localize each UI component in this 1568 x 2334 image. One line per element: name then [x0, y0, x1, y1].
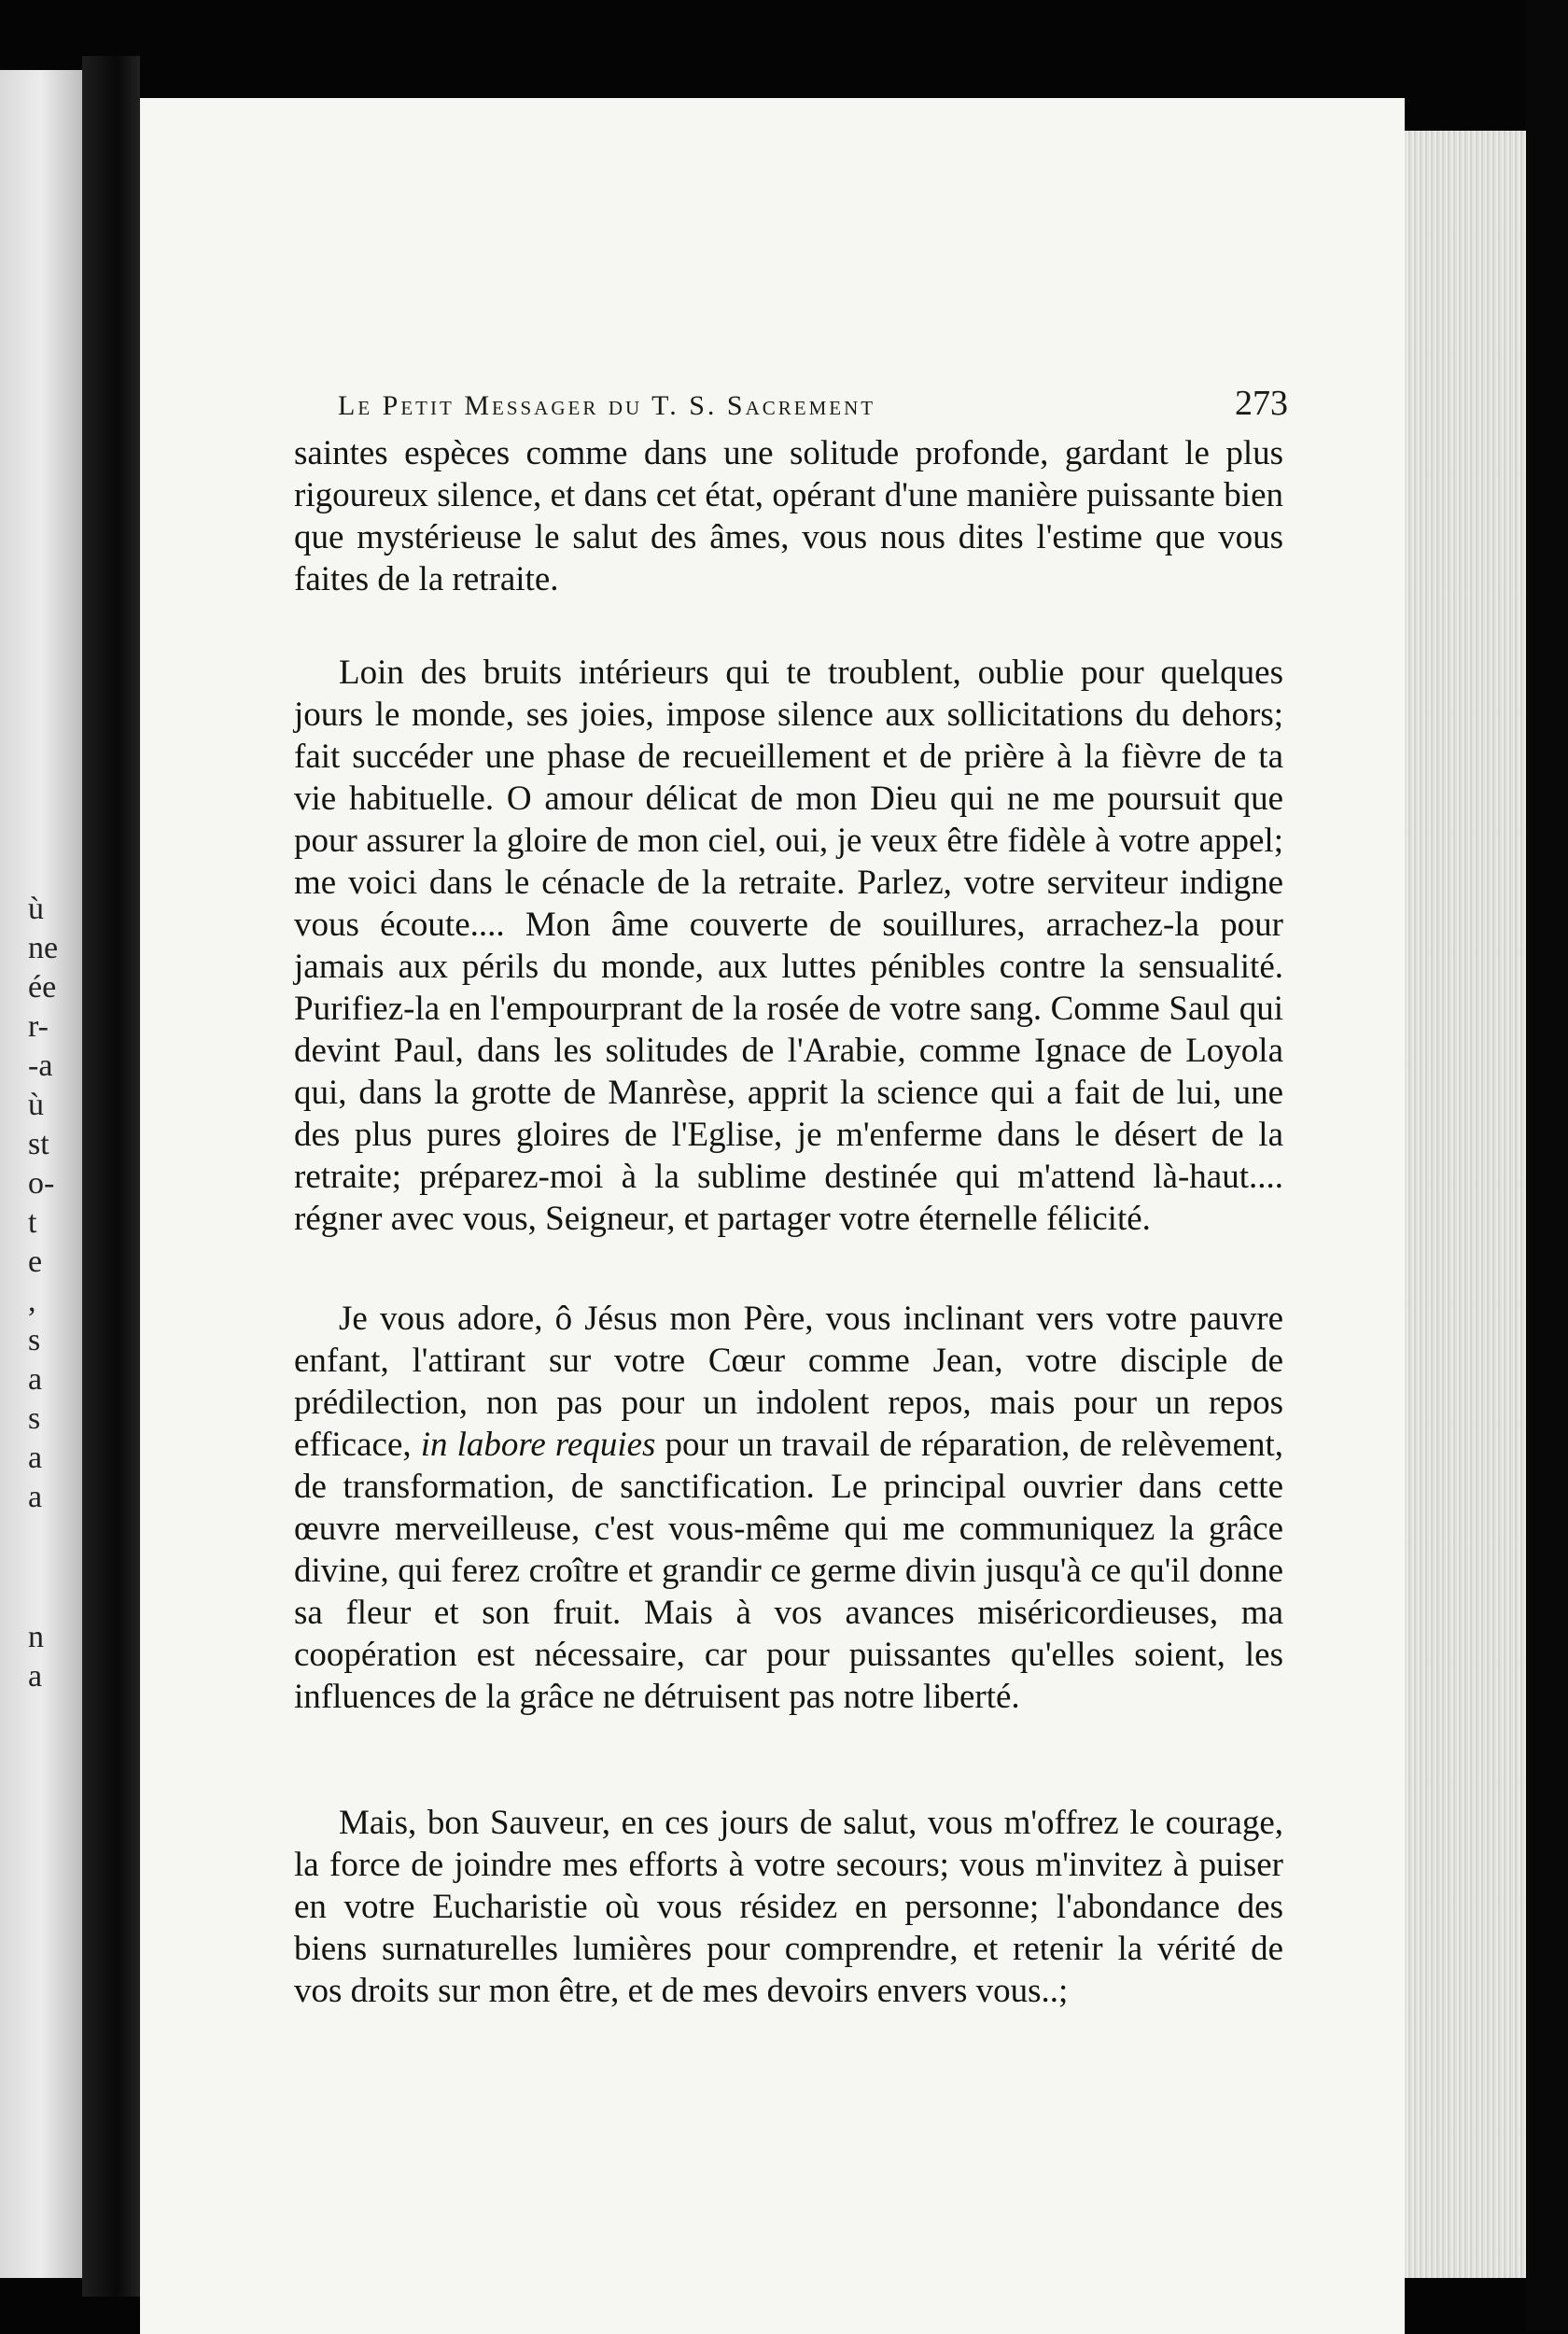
left-page-fragment: ù — [28, 1088, 44, 1122]
left-page-fragment: t — [28, 1205, 37, 1240]
paragraph-text: Je vous adore, ô Jésus mon Père, vous inclinant vers votre pauvre enfant, l'attirant sur votre Cœur comme Jean, votre disciple de prédilection, non pas pour un indolent repos, mais pour un repos efficace, — [294, 1300, 1283, 1464]
book-gutter — [82, 56, 140, 2297]
book-page — [140, 98, 1405, 2334]
running-header — [140, 383, 1288, 424]
left-page-fragment: r- — [28, 1009, 49, 1044]
page-number: 273 — [1235, 384, 1288, 423]
left-page-fragment: s — [28, 1401, 41, 1436]
scan-background — [1526, 0, 1568, 2330]
left-page-fragment: a — [28, 1480, 43, 1514]
left-page-fragment: -a — [28, 1048, 53, 1083]
paragraph: Loin des bruits intérieurs qui te troublent, oublie pour quelques jours le monde, ses joies, impose silence aux sollicitations du dehors; fait succéder une phase de recueillement et de prière à la fièvre de ta vie habituelle. O amour délicat de mon Dieu qui ne me poursuit que pour assurer la gloire de mon ciel, oui, je veux être fidèle à votre appel; me voici dans le cénacle de la retraite. Parlez, votre serviteur indigne vous écoute.... Mon âme couverte de souillures, arrachez-la pour jamais aux périls du monde, aux luttes pénibles contre la sensualité. Purifiez-la en l'empourprant de la rosée de votre sang. Comme Saul qui devint Paul, dans les solitudes de l'Arabie, comme Ignace de Loyola qui, dans la grotte de Manrèse, apprit la science qui a fait de lui, une des plus pures gloires de l'Eglise, je m'enferme dans le désert de la retraite; préparez-moi à la sublime destinée qui m'attend là-haut.... régner avec vous, Seigneur, et partager votre éternelle félicité. — [294, 654, 1283, 1238]
left-page-fragment: , — [28, 1284, 36, 1318]
paragraph-text: pour un travail de réparation, de relèvement, de transformation, de sanctification. Le principal ouvrier dans cette œuvre merveilleuse, c'est vous-même qui me communiquez la grâce divine, qui ferez croître et grandir ce germe divin jusqu'à ce qu'il donne sa fleur et son fruit. Mais à vos avances miséricordieuses, ma coopération est nécessaire, car pour puissantes qu'elles soient, les influences de la grâce ne détruisent pas notre liberté. — [294, 1426, 1284, 1716]
paragraph: Mais, bon Sauveur, en ces jours de salut, vous m'offrez le courage, la force de joindre mes efforts à votre secours; vous m'invitez à puiser en votre Eucharistie où vous résidez en personne; l'abondance des biens surnaturelles lumières pour comprendre, et retenir la vérité de vos droits sur mon être, et de mes devoirs envers vous..; — [294, 1804, 1283, 2010]
left-page-edge — [0, 70, 82, 2278]
left-page-fragment: n — [28, 1620, 44, 1654]
left-page-fragment: e — [28, 1244, 43, 1279]
left-page-fragment: st — [28, 1127, 49, 1161]
left-page-fragment: a — [28, 1362, 43, 1397]
left-page-fragment: ù — [28, 892, 44, 926]
paragraph — [294, 1298, 1283, 1718]
left-page-fragment: ée — [28, 970, 57, 1005]
paragraph: saintes espèces comme dans une solitude profonde, gardant le plus rigoureux silence, et dans cet état, opérant d'une manière puissante bien que mystérieuse le salut des âmes, vous nous dites l'estime que vous faites de la retraite. — [294, 434, 1283, 598]
left-page-fragment: o- — [28, 1166, 55, 1201]
page-edges — [1400, 131, 1526, 2278]
left-page-fragment: s — [28, 1323, 41, 1357]
left-page-fragment: a — [28, 1441, 43, 1475]
left-page-fragment: ne — [28, 931, 59, 965]
latin-phrase: in labore requies — [420, 1426, 656, 1464]
left-page-fragment: a — [28, 1659, 43, 1694]
running-title: Le Petit Messager du T. S. Sacrement — [338, 390, 876, 421]
